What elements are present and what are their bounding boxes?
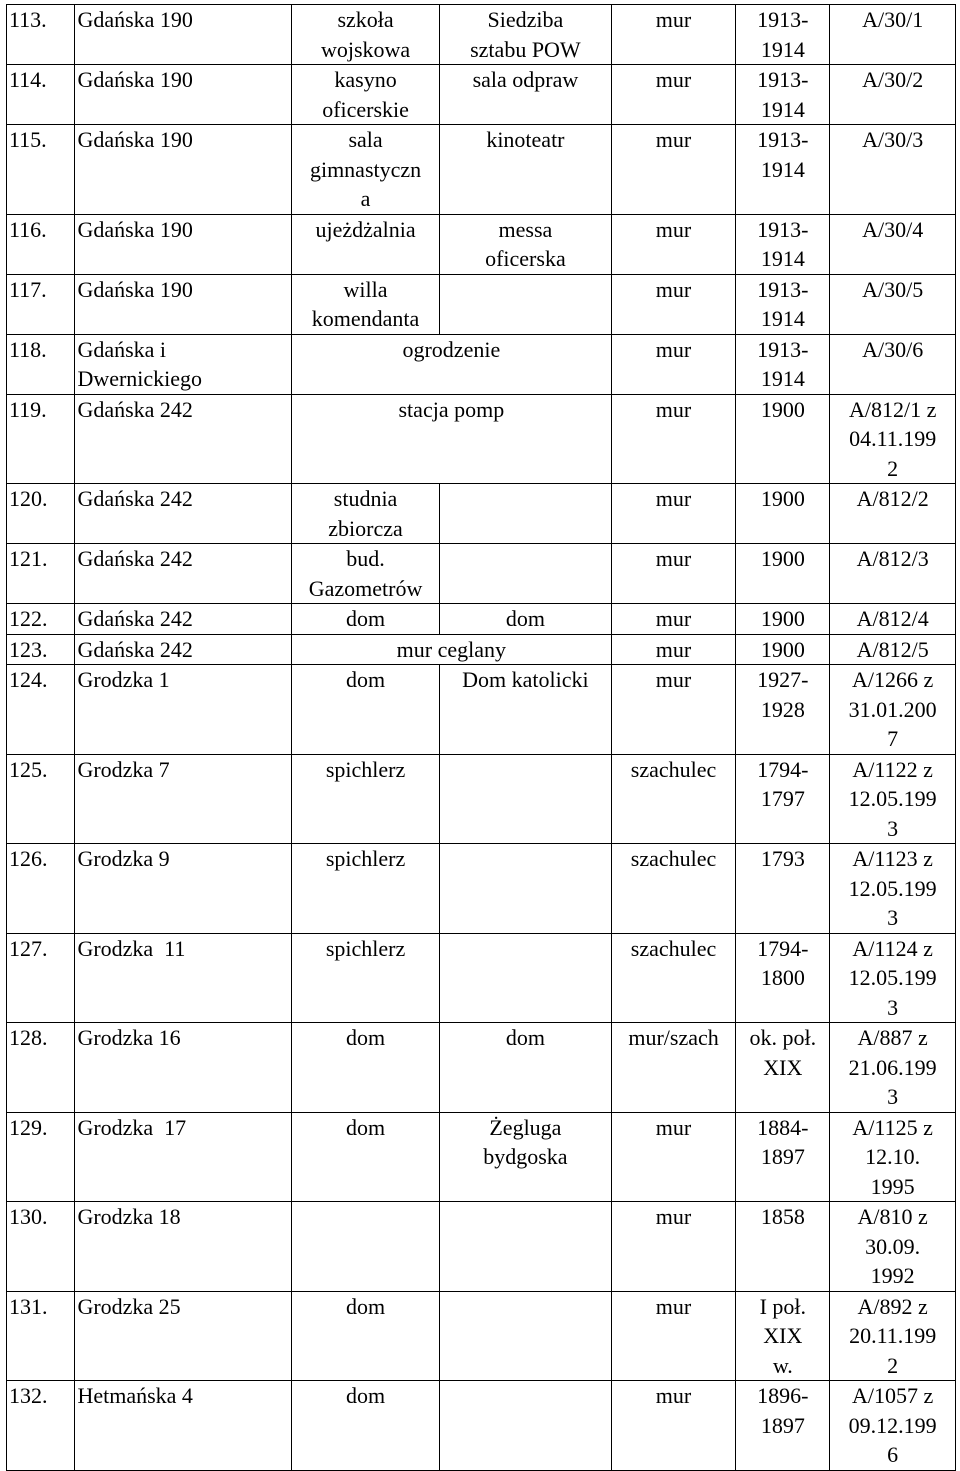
register-number-cell-text: A/1124 z 12.05.199 3 xyxy=(848,935,937,1020)
row-number xyxy=(7,1381,75,1471)
function-cell xyxy=(440,274,612,334)
row-number xyxy=(7,5,75,65)
row-number xyxy=(7,484,75,544)
address-cell-text: Gdańska i Dwernickiego xyxy=(77,336,203,391)
material-cell-text: mur xyxy=(655,546,692,571)
function-cell xyxy=(440,484,612,544)
material-cell xyxy=(611,484,736,544)
address-cell xyxy=(75,394,292,484)
object-cell-text: kasyno oficerskie xyxy=(322,67,409,122)
row-number-text: 132. xyxy=(9,1383,48,1408)
address-cell xyxy=(75,214,292,274)
row-number-text: 113. xyxy=(9,7,47,32)
register-number-cell-text: A/810 z 30.09. 1992 xyxy=(857,1204,928,1288)
register-number-cell-text: A/1123 z 12.05.199 3 xyxy=(848,846,937,930)
date-cell xyxy=(736,1023,830,1113)
register-number-cell xyxy=(830,394,956,484)
register-number-cell xyxy=(830,634,956,665)
material-cell xyxy=(611,933,736,1023)
object-cell xyxy=(292,65,440,125)
function-cell-text: sala odpraw xyxy=(472,67,579,92)
function-cell-text: dom xyxy=(505,1025,545,1050)
object-cell-text: sala gimnastyczn a xyxy=(309,127,422,211)
table-row xyxy=(7,1202,956,1292)
material-cell-text: mur xyxy=(655,636,692,662)
table-row xyxy=(7,334,956,394)
function-cell xyxy=(440,214,612,274)
function-cell xyxy=(440,604,612,635)
material-cell-text: mur xyxy=(655,67,692,92)
table-row xyxy=(7,754,956,844)
row-number-text: 120. xyxy=(9,486,48,511)
object-cell-text: bud. Gazometrów xyxy=(308,546,423,601)
object-cell xyxy=(292,394,612,484)
row-number xyxy=(7,844,75,934)
material-cell-text: mur xyxy=(655,486,692,511)
row-number-text: 123. xyxy=(9,636,48,662)
material-cell-text: mur xyxy=(655,396,692,422)
address-cell xyxy=(75,933,292,1023)
row-number-text: 130. xyxy=(9,1204,48,1229)
register-number-cell-text: A/812/3 xyxy=(856,546,929,571)
register-number-cell xyxy=(830,933,956,1023)
address-cell xyxy=(75,665,292,755)
address-cell xyxy=(75,1381,292,1471)
row-number xyxy=(7,754,75,844)
register-number-cell xyxy=(830,1112,956,1202)
date-cell-text: 1793 xyxy=(760,846,805,871)
object-cell-text: dom xyxy=(345,1025,386,1050)
object-cell-text: studnia zbiorcza xyxy=(328,486,403,541)
address-cell-text: Gdańska 242 xyxy=(77,606,193,631)
address-cell-text: Grodzka 17 xyxy=(77,1114,187,1140)
object-cell xyxy=(292,334,612,394)
address-cell xyxy=(75,844,292,934)
address-cell-text: Grodzka 16 xyxy=(77,1025,181,1050)
object-cell-text: dom xyxy=(345,667,386,692)
date-cell-text: ok. poł. XIX xyxy=(749,1025,817,1080)
date-cell-text: 1896- 1897 xyxy=(757,1383,809,1438)
table-row xyxy=(7,665,956,755)
table-row xyxy=(7,5,956,65)
row-number-text: 124. xyxy=(9,667,48,692)
register-number-cell-text: A/30/2 xyxy=(862,67,924,92)
row-number-text: 125. xyxy=(9,756,48,782)
material-cell xyxy=(611,125,736,215)
function-cell xyxy=(440,1291,612,1381)
date-cell-text: 1900 xyxy=(760,486,805,511)
register-number-cell xyxy=(830,665,956,755)
address-cell xyxy=(75,274,292,334)
table-row xyxy=(7,394,956,484)
register-number-cell-text: A/30/1 xyxy=(862,7,924,32)
date-cell-text: 1913- 1914 xyxy=(757,7,809,62)
object-cell xyxy=(292,933,440,1023)
address-cell-text: Gdańska 190 xyxy=(77,216,193,242)
material-cell xyxy=(611,754,736,844)
address-cell xyxy=(75,1202,292,1292)
row-number-text: 117. xyxy=(9,276,47,302)
material-cell-text: mur xyxy=(655,1204,692,1229)
register-number-cell xyxy=(830,65,956,125)
material-cell xyxy=(611,844,736,934)
address-cell-text: Gdańska 242 xyxy=(77,396,193,422)
date-cell xyxy=(736,394,830,484)
object-cell xyxy=(292,5,440,65)
material-cell xyxy=(611,394,736,484)
function-cell-text: Siedziba sztabu POW xyxy=(470,7,581,62)
row-number xyxy=(7,125,75,215)
row-number-text: 122. xyxy=(9,606,48,631)
date-cell xyxy=(736,1112,830,1202)
material-cell xyxy=(611,1112,736,1202)
object-cell xyxy=(292,1023,440,1113)
date-cell-text: 1913- 1914 xyxy=(757,127,809,182)
table-row xyxy=(7,1023,956,1113)
address-cell xyxy=(75,5,292,65)
register-number-cell-text: A/887 z 21.06.199 3 xyxy=(848,1025,937,1109)
address-cell xyxy=(75,334,292,394)
date-cell xyxy=(736,544,830,604)
address-cell-text: Grodzka 11 xyxy=(77,935,186,961)
object-cell-text: szkoła wojskowa xyxy=(320,7,411,62)
register-number-cell xyxy=(830,604,956,635)
material-cell-text: mur xyxy=(655,216,692,242)
table-row xyxy=(7,65,956,125)
table-row xyxy=(7,604,956,635)
row-number-text: 129. xyxy=(9,1114,48,1140)
address-cell-text: Gdańska 242 xyxy=(77,546,193,571)
function-cell-text: Żegluga bydgoska xyxy=(483,1114,568,1169)
object-cell xyxy=(292,754,440,844)
table-row xyxy=(7,933,956,1023)
date-cell xyxy=(736,1291,830,1381)
function-cell xyxy=(440,65,612,125)
register-number-cell xyxy=(830,5,956,65)
address-cell xyxy=(75,544,292,604)
table-row xyxy=(7,274,956,334)
row-number-text: 121. xyxy=(9,546,48,571)
function-cell xyxy=(440,5,612,65)
material-cell xyxy=(611,5,736,65)
register-number-cell-text: A/30/4 xyxy=(862,216,924,242)
monument-register-table xyxy=(6,4,956,1471)
register-number-cell-text: A/892 z 20.11.199 2 xyxy=(849,1293,937,1378)
function-cell xyxy=(440,1112,612,1202)
object-cell-text: mur ceglany xyxy=(396,636,507,662)
object-cell xyxy=(292,274,440,334)
object-cell-text: dom xyxy=(345,1383,386,1408)
date-cell-text: 1794- 1800 xyxy=(757,935,809,990)
row-number xyxy=(7,1112,75,1202)
material-cell xyxy=(611,1023,736,1113)
object-cell xyxy=(292,1291,440,1381)
object-cell-text: dom xyxy=(345,606,386,631)
object-cell-text: ujeżdżalnia xyxy=(315,216,416,242)
address-cell xyxy=(75,634,292,665)
function-cell xyxy=(440,125,612,215)
register-number-cell xyxy=(830,754,956,844)
address-cell-text: Gdańska 190 xyxy=(77,127,193,152)
table-row xyxy=(7,1291,956,1381)
material-cell-text: szachulec xyxy=(630,935,717,961)
material-cell xyxy=(611,634,736,665)
material-cell xyxy=(611,214,736,274)
object-cell-text: spichlerz xyxy=(325,756,406,782)
date-cell xyxy=(736,844,830,934)
table-row xyxy=(7,214,956,274)
row-number xyxy=(7,334,75,394)
address-cell-text: Grodzka 18 xyxy=(77,1204,181,1229)
date-cell xyxy=(736,604,830,635)
register-number-cell-text: A/812/5 xyxy=(856,636,929,662)
register-number-cell-text: A/1122 z 12.05.199 3 xyxy=(848,756,937,841)
address-cell xyxy=(75,484,292,544)
material-cell xyxy=(611,665,736,755)
date-cell-text: 1900 xyxy=(760,636,805,662)
material-cell xyxy=(611,1202,736,1292)
date-cell xyxy=(736,484,830,544)
register-number-cell-text: A/812/4 xyxy=(856,606,929,631)
date-cell-text: 1794- 1797 xyxy=(757,756,809,811)
row-number-text: 118. xyxy=(9,336,47,362)
address-cell xyxy=(75,604,292,635)
row-number xyxy=(7,274,75,334)
function-cell xyxy=(440,1202,612,1292)
register-number-cell xyxy=(830,544,956,604)
function-cell-text: Dom katolicki xyxy=(462,667,589,692)
date-cell-text: 1913- 1914 xyxy=(757,336,809,391)
date-cell xyxy=(736,1202,830,1292)
date-cell-text: 1900 xyxy=(760,396,805,422)
row-number xyxy=(7,214,75,274)
date-cell xyxy=(736,1381,830,1471)
date-cell xyxy=(736,214,830,274)
register-number-cell xyxy=(830,844,956,934)
address-cell-text: Gdańska 190 xyxy=(77,276,193,302)
object-cell-text: dom xyxy=(345,1114,386,1140)
row-number-text: 115. xyxy=(9,127,47,152)
address-cell xyxy=(75,754,292,844)
function-cell xyxy=(440,754,612,844)
material-cell-text: mur xyxy=(655,1383,692,1408)
row-number-text: 127. xyxy=(9,935,48,961)
register-number-cell xyxy=(830,1291,956,1381)
object-cell xyxy=(292,844,440,934)
register-number-cell xyxy=(830,1381,956,1471)
register-number-cell xyxy=(830,484,956,544)
object-cell-text: willa komendanta xyxy=(311,276,420,331)
material-cell-text: mur xyxy=(655,667,692,692)
address-cell xyxy=(75,1023,292,1113)
date-cell xyxy=(736,665,830,755)
object-cell-text: spichlerz xyxy=(325,846,406,871)
object-cell xyxy=(292,544,440,604)
date-cell-text: 1884- 1897 xyxy=(757,1114,809,1169)
address-cell-text: Grodzka 25 xyxy=(77,1293,181,1319)
register-number-cell-text: A/30/6 xyxy=(862,336,924,362)
object-cell xyxy=(292,1381,440,1471)
object-cell xyxy=(292,665,440,755)
address-cell-text: Grodzka 9 xyxy=(77,846,170,871)
row-number-text: 114. xyxy=(9,67,47,92)
date-cell-text: 1913- 1914 xyxy=(757,67,809,122)
row-number xyxy=(7,65,75,125)
material-cell xyxy=(611,65,736,125)
material-cell-text: mur xyxy=(655,7,692,32)
function-cell-text: dom xyxy=(505,606,545,631)
date-cell-text: 1900 xyxy=(760,606,805,631)
material-cell-text: mur xyxy=(655,276,692,302)
material-cell-text: mur xyxy=(655,606,692,631)
row-number xyxy=(7,665,75,755)
row-number xyxy=(7,1291,75,1381)
table-row xyxy=(7,125,956,215)
address-cell xyxy=(75,1291,292,1381)
address-cell-text: Gdańska 190 xyxy=(77,67,193,92)
table-row xyxy=(7,844,956,934)
object-cell xyxy=(292,484,440,544)
register-number-cell-text: A/1057 z 09.12.199 6 xyxy=(848,1383,937,1467)
function-cell xyxy=(440,1381,612,1471)
material-cell-text: mur xyxy=(655,336,692,362)
register-number-cell-text: A/812/1 z 04.11.199 2 xyxy=(848,396,937,481)
register-number-cell xyxy=(830,274,956,334)
material-cell xyxy=(611,274,736,334)
function-cell xyxy=(440,544,612,604)
material-cell xyxy=(611,544,736,604)
date-cell xyxy=(736,65,830,125)
material-cell-text: mur xyxy=(655,127,692,152)
object-cell-text: dom xyxy=(345,1293,386,1319)
address-cell-text: Gdańska 242 xyxy=(77,636,193,662)
address-cell-text: Grodzka 7 xyxy=(77,756,170,782)
date-cell xyxy=(736,5,830,65)
row-number xyxy=(7,1023,75,1113)
row-number xyxy=(7,1202,75,1292)
address-cell-text: Gdańska 242 xyxy=(77,486,193,511)
material-cell-text: szachulec xyxy=(630,756,717,782)
address-cell-text: Hetmańska 4 xyxy=(77,1383,193,1408)
material-cell xyxy=(611,1291,736,1381)
address-cell xyxy=(75,125,292,215)
material-cell xyxy=(611,604,736,635)
date-cell-text: 1858 xyxy=(760,1204,805,1229)
object-cell xyxy=(292,214,440,274)
row-number xyxy=(7,604,75,635)
material-cell-text: mur xyxy=(655,1293,692,1319)
row-number-text: 128. xyxy=(9,1025,48,1050)
row-number-text: 119. xyxy=(9,396,47,422)
table-row xyxy=(7,634,956,665)
function-cell-text: kinoteatr xyxy=(486,127,565,152)
date-cell-text: 1927- 1928 xyxy=(757,667,809,722)
date-cell xyxy=(736,125,830,215)
register-number-cell xyxy=(830,334,956,394)
register-number-cell xyxy=(830,125,956,215)
date-cell-text: I poł. XIX w. xyxy=(759,1293,807,1378)
register-number-cell-text: A/812/2 xyxy=(856,486,929,511)
table-row xyxy=(7,1112,956,1202)
date-cell-text: 1913- 1914 xyxy=(757,216,809,271)
register-number-cell xyxy=(830,1202,956,1292)
table-body xyxy=(7,5,956,1471)
register-number-cell-text: A/30/5 xyxy=(862,276,924,302)
function-cell xyxy=(440,933,612,1023)
material-cell-text: mur/szach xyxy=(628,1025,719,1050)
date-cell xyxy=(736,754,830,844)
row-number xyxy=(7,634,75,665)
material-cell-text: szachulec xyxy=(630,846,717,871)
date-cell xyxy=(736,334,830,394)
object-cell-text: spichlerz xyxy=(325,935,406,961)
address-cell-text: Grodzka 1 xyxy=(77,667,170,692)
material-cell-text: mur xyxy=(655,1114,692,1140)
function-cell xyxy=(440,665,612,755)
address-cell xyxy=(75,1112,292,1202)
table-row xyxy=(7,1381,956,1471)
date-cell xyxy=(736,274,830,334)
register-number-cell xyxy=(830,214,956,274)
table-row xyxy=(7,484,956,544)
date-cell-text: 1913- 1914 xyxy=(757,276,809,331)
address-cell-text: Gdańska 190 xyxy=(77,7,193,32)
register-number-cell-text: A/30/3 xyxy=(862,127,924,152)
row-number-text: 126. xyxy=(9,846,48,871)
object-cell-text: stacja pomp xyxy=(398,396,505,422)
date-cell xyxy=(736,933,830,1023)
register-number-cell-text: A/1125 z 12.10. 1995 xyxy=(852,1114,933,1199)
register-number-cell-text: A/1266 z 31.01.200 7 xyxy=(848,667,937,751)
material-cell xyxy=(611,1381,736,1471)
row-number xyxy=(7,544,75,604)
row-number-text: 116. xyxy=(9,216,47,242)
material-cell xyxy=(611,334,736,394)
row-number xyxy=(7,933,75,1023)
row-number xyxy=(7,394,75,484)
table-row xyxy=(7,544,956,604)
function-cell-text: messa oficerska xyxy=(485,216,566,271)
date-cell-text: 1900 xyxy=(760,546,805,571)
date-cell xyxy=(736,634,830,665)
function-cell xyxy=(440,1023,612,1113)
object-cell xyxy=(292,604,440,635)
register-number-cell xyxy=(830,1023,956,1113)
object-cell xyxy=(292,1112,440,1202)
function-cell xyxy=(440,844,612,934)
object-cell xyxy=(292,634,612,665)
object-cell xyxy=(292,125,440,215)
row-number-text: 131. xyxy=(9,1293,48,1319)
address-cell xyxy=(75,65,292,125)
object-cell-text: ogrodzenie xyxy=(402,336,501,362)
object-cell xyxy=(292,1202,440,1292)
